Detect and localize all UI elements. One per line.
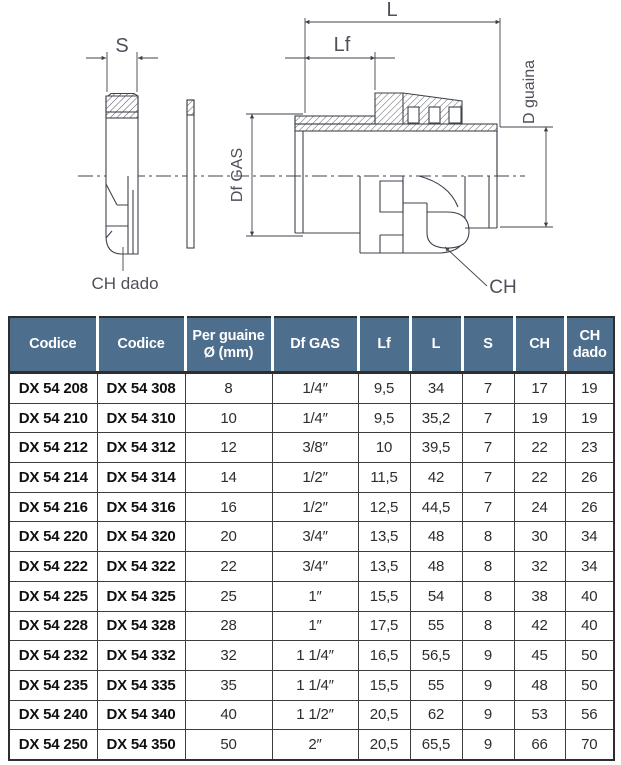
value-cell: 13,5 [358,522,410,552]
value-cell: 44,5 [410,492,462,522]
value-cell: 7 [462,433,514,463]
value-cell: 42 [514,611,565,641]
value-cell: 55 [410,611,462,641]
value-cell: 12,5 [358,492,410,522]
washer-view [187,100,194,248]
table-row [9,611,614,641]
value-cell: 8 [462,522,514,552]
col-header-s: S [462,317,514,373]
value-cell: 62 [410,700,462,730]
code-cell: DX 54 214 [9,463,97,493]
fitting-diagram [0,0,621,312]
value-cell: 22 [514,433,565,463]
value-cell: 19 [565,403,614,433]
value-cell: 22 [514,463,565,493]
code-cell: DX 54 240 [9,700,97,730]
dimension-d-guaina [500,127,553,227]
dim-label-ch: CH [489,277,517,298]
value-cell: 55 [410,670,462,700]
technical-drawing [0,0,621,312]
dimension-s [86,52,158,92]
value-cell: 20 [185,522,272,552]
value-cell: 3/8″ [272,433,358,463]
table-row [9,552,614,582]
code-cell: DX 54 340 [97,700,185,730]
code-cell: DX 54 228 [9,611,97,641]
dim-label-d-guaina: D guaina [521,59,538,125]
code-cell: DX 54 232 [9,641,97,671]
value-cell: 38 [514,581,565,611]
code-cell: DX 54 310 [97,403,185,433]
value-cell: 23 [565,433,614,463]
code-cell: DX 54 208 [9,373,97,404]
value-cell: 16 [185,492,272,522]
dimension-lf [285,52,395,90]
value-cell: 1″ [272,611,358,641]
code-cell: DX 54 212 [9,433,97,463]
code-cell: DX 54 225 [9,581,97,611]
code-cell: DX 54 220 [9,522,97,552]
value-cell: 1 1/4″ [272,670,358,700]
value-cell: 34 [410,373,462,404]
dim-label-df-gas: Df GAS [229,147,246,203]
dim-label-lf: Lf [333,34,351,56]
value-cell: 11,5 [358,463,410,493]
value-cell: 9 [462,730,514,760]
value-cell: 50 [565,670,614,700]
value-cell: 32 [185,641,272,671]
nut-section-view [106,94,138,255]
value-cell: 32 [514,552,565,582]
value-cell: 35,2 [410,403,462,433]
value-cell: 17 [514,373,565,404]
value-cell: 7 [462,492,514,522]
value-cell: 22 [185,552,272,582]
value-cell: 48 [410,522,462,552]
table-row [9,730,614,760]
value-cell: 1/4″ [272,403,358,433]
value-cell: 8 [462,581,514,611]
spec-table-header [9,317,614,373]
value-cell: 1 1/4″ [272,641,358,671]
value-cell: 50 [565,641,614,671]
value-cell: 25 [185,581,272,611]
col-header-lf: Lf [358,317,410,373]
value-cell: 48 [514,670,565,700]
col-header-per-guaine: Per guaine Ø (mm) [185,317,272,373]
value-cell: 40 [185,700,272,730]
value-cell: 9 [462,670,514,700]
code-cell: DX 54 222 [9,552,97,582]
value-cell: 50 [185,730,272,760]
value-cell: 15,5 [358,670,410,700]
code-cell: DX 54 210 [9,403,97,433]
value-cell: 35 [185,670,272,700]
value-cell: 8 [462,611,514,641]
value-cell: 28 [185,611,272,641]
value-cell: 30 [514,522,565,552]
value-cell: 40 [565,611,614,641]
code-cell: DX 54 320 [97,522,185,552]
code-cell: DX 54 332 [97,641,185,671]
value-cell: 8 [462,552,514,582]
code-cell: DX 54 250 [9,730,97,760]
value-cell: 39,5 [410,433,462,463]
table-row [9,670,614,700]
value-cell: 26 [565,492,614,522]
table-row [9,433,614,463]
value-cell: 19 [514,403,565,433]
table-row [9,373,614,404]
value-cell: 9,5 [358,373,410,404]
value-cell: 12 [185,433,272,463]
code-cell: DX 54 335 [97,670,185,700]
col-header-l: L [410,317,462,373]
value-cell: 13,5 [358,552,410,582]
value-cell: 45 [514,641,565,671]
code-cell: DX 54 316 [97,492,185,522]
value-cell: 1/4″ [272,373,358,404]
value-cell: 53 [514,700,565,730]
col-header-df-gas: Df GAS [272,317,358,373]
value-cell: 10 [185,403,272,433]
dim-label-s: S [115,35,129,57]
value-cell: 56 [565,700,614,730]
ch-leader [445,247,487,286]
spec-table [8,316,615,761]
dim-label-l: L [386,0,398,21]
table-row [9,700,614,730]
value-cell: 19 [565,373,614,404]
table-row [9,492,614,522]
code-cell: DX 54 322 [97,552,185,582]
code-cell: DX 54 328 [97,611,185,641]
code-cell: DX 54 308 [97,373,185,404]
value-cell: 9 [462,641,514,671]
code-cell: DX 54 216 [9,492,97,522]
col-header-codice-2: Codice [97,317,185,373]
value-cell: 7 [462,373,514,404]
col-header-ch: CH [514,317,565,373]
value-cell: 56,5 [410,641,462,671]
spec-table-body [9,373,614,760]
value-cell: 3/4″ [272,522,358,552]
value-cell: 66 [514,730,565,760]
value-cell: 48 [410,552,462,582]
table-row [9,581,614,611]
value-cell: 7 [462,403,514,433]
table-row [9,463,614,493]
value-cell: 1/2″ [272,463,358,493]
value-cell: 8 [185,373,272,404]
code-cell: DX 54 350 [97,730,185,760]
value-cell: 54 [410,581,462,611]
fitting-section-view [295,93,497,253]
value-cell: 9,5 [358,403,410,433]
code-cell: DX 54 235 [9,670,97,700]
value-cell: 1/2″ [272,492,358,522]
value-cell: 7 [462,463,514,493]
table-row [9,403,614,433]
value-cell: 65,5 [410,730,462,760]
code-cell: DX 54 312 [97,433,185,463]
table-row [9,522,614,552]
value-cell: 24 [514,492,565,522]
value-cell: 34 [565,522,614,552]
code-cell: DX 54 325 [97,581,185,611]
value-cell: 20,5 [358,730,410,760]
code-cell: DX 54 314 [97,463,185,493]
value-cell: 15,5 [358,581,410,611]
value-cell: 34 [565,552,614,582]
value-cell: 17,5 [358,611,410,641]
value-cell: 14 [185,463,272,493]
value-cell: 1″ [272,581,358,611]
value-cell: 70 [565,730,614,760]
value-cell: 42 [410,463,462,493]
value-cell: 1 1/2″ [272,700,358,730]
value-cell: 9 [462,700,514,730]
value-cell: 3/4″ [272,552,358,582]
value-cell: 26 [565,463,614,493]
value-cell: 2″ [272,730,358,760]
value-cell: 20,5 [358,700,410,730]
col-header-ch-dado: CH dado [565,317,614,373]
value-cell: 16,5 [358,641,410,671]
col-header-codice-1: Codice [9,317,97,373]
table-row [9,641,614,671]
value-cell: 40 [565,581,614,611]
dim-label-ch-dado: CH dado [91,274,159,293]
value-cell: 10 [358,433,410,463]
